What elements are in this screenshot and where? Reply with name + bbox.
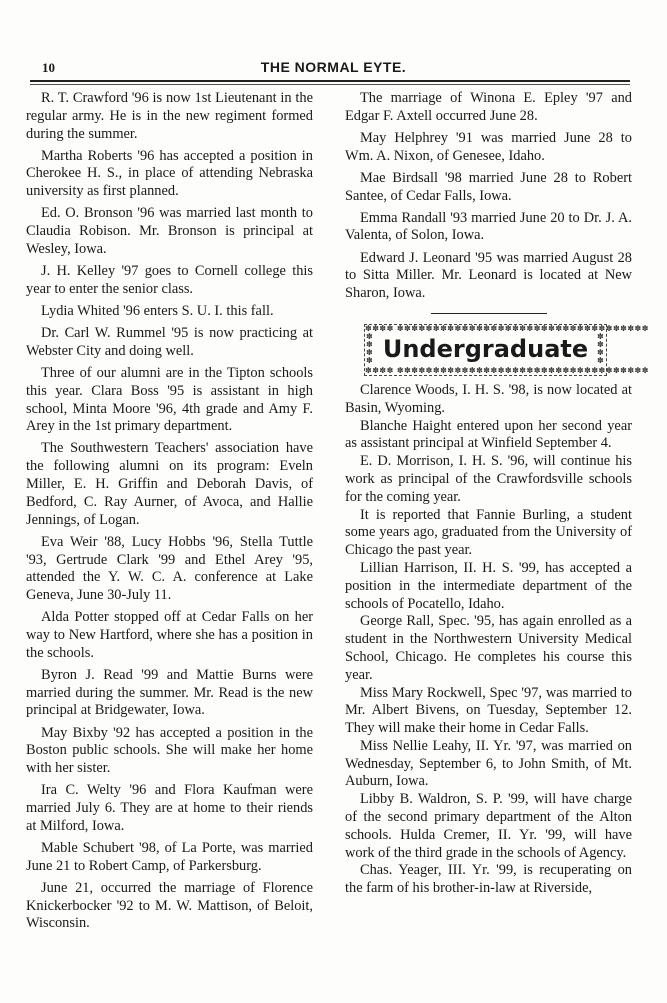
publication-title: THE NORMAL EYTE. xyxy=(260,59,407,75)
news-item: Edward J. Leonard '95 was married August 28 to Sitta Miller. Mr. Leonard is located at New Sharon, Iowa. xyxy=(345,249,632,302)
undergraduate-section xyxy=(345,382,632,898)
news-item: The marriage of Winona E. Epley '97 and Edgar F. Axtell occurred June 28. xyxy=(345,90,632,124)
news-item: May Helphrey '91 was married June 28 to Wm. A. Nixon, of Genesee, Idaho. xyxy=(345,129,632,164)
ornament-border-icon: ✽✽✽✽ xyxy=(366,331,374,365)
news-item: Martha Roberts '96 has accepted a position in Cherokee H. S., in place of attending Nebraska university as first planned. xyxy=(26,147,313,200)
news-item: George Rall, Spec. '95, has again enrolled as a student in the Northwestern University Medical School, Chicago. He completes his course this year. xyxy=(345,613,632,683)
left-column xyxy=(26,90,313,938)
news-item: Emma Randall '93 married June 20 to Dr. J. A. Valenta, of Solon, Iowa. xyxy=(345,209,632,244)
news-item: Mable Schubert '98, of La Porte, was married June 21 to Robert Camp, of Parkersburg. xyxy=(26,839,313,874)
ornament-border-icon: ✽✽✽✽ ✽✽✽✽✽✽✽✽✽✽✽✽✽✽✽✽✽✽✽✽✽✽✽✽✽✽✽✽✽✽✽✽✽✽✽ xyxy=(365,365,649,375)
ornament-border-icon: ✽✽✽✽ xyxy=(597,331,605,365)
news-item: Mae Birdsall '98 married June 28 to Robert Santee, of Cedar Falls, Iowa. xyxy=(345,169,632,204)
news-item: E. D. Morrison, I. H. S. '96, will continue his work as principal of the Crawfordsville schools for the coming year. xyxy=(345,453,632,505)
header-rule xyxy=(30,80,630,85)
news-item: Libby B. Waldron, S. P. '99, will have charge of the second primary department of the Alton schools. Hulda Cremer, II. Yr. '99, will have work of the third grade in the schools of Agency. xyxy=(345,791,632,861)
news-item: Lillian Harrison, II. H. S. '99, has accepted a position in the intermediate department of the schools of Pocatello, Idaho. xyxy=(345,559,632,612)
news-item: It is reported that Fannie Burling, a student some years ago, graduated from the University of Chicago the past year. xyxy=(345,506,632,559)
news-item: Byron J. Read '99 and Mattie Burns were married during the summer. Mr. Read is the new principal at Bridgewater, Iowa. xyxy=(26,666,313,719)
news-item: Chas. Yeager, III. Yr. '99, is recuperating on the farm of his brother-in-law at Riverside, xyxy=(345,862,632,897)
news-item: Miss Mary Rockwell, Spec '97, was married to Mr. Albert Bivens, on Tuesday, September 12. They will make their home in Cedar Falls. xyxy=(345,684,632,737)
news-item: Miss Nellie Leahy, II. Yr. '97, was married on Wednesday, September 6, to John Smith, of Mt. Auburn, Iowa. xyxy=(345,737,632,790)
right-column xyxy=(345,90,649,898)
section-divider xyxy=(431,313,547,314)
news-item: Ira C. Welty '96 and Flora Kaufman were married July 6. They are at home to their riends at Milford, Iowa. xyxy=(26,782,313,834)
news-item: R. T. Crawford '96 is now 1st Lieutenant in the regular army. He is in the new regiment formed during the summer. xyxy=(26,90,313,142)
ornament-border-icon: ✽✽✽✽ ✽✽✽✽✽✽✽✽✽✽✽✽✽✽✽✽✽✽✽✽✽✽✽✽✽✽✽✽✽✽✽✽✽✽✽ xyxy=(365,323,649,333)
section-heading: Undergraduate xyxy=(382,334,589,363)
page-number: 10 xyxy=(42,60,55,75)
news-item: Ed. O. Bronson '96 was married last month to Claudia Robison. Mr. Bronson is principal at Wesley, Iowa. xyxy=(26,205,313,257)
news-item: J. H. Kelley '97 goes to Cornell college this year to enter the senior class. xyxy=(26,263,313,297)
news-item: The Southwestern Teachers' association have the following alumni on its program: Eveln Miller, E. H. Griffin and Deborah Davis, of Bedford, C. Ray Aurner, of Avoca, and Hallie Jennings, of Logan. xyxy=(26,440,313,528)
news-item: Dr. Carl W. Rummel '95 is now practicing at Webster City and doing well. xyxy=(26,325,313,359)
news-item: Clarence Woods, I. H. S. '98, is now located at Basin, Wyoming. xyxy=(345,381,632,416)
news-item: Lydia Whited '96 enters S. U. I. this fall. xyxy=(41,302,274,319)
undergraduate-banner xyxy=(364,323,649,376)
news-item: Three of our alumni are in the Tipton schools this year. Clara Boss '95 is assistant in high school, Minta Moore '96, 4th grade and Amy F. Arey in the 1st primary department. xyxy=(26,364,313,435)
news-item: Alda Potter stopped off at Cedar Falls on her way to New Hartford, where she has a position in the schools. xyxy=(26,609,313,661)
news-item: June 21, occurred the marriage of Florence Knickerbocker '92 to M. W. Mattison, of Beloit, Wisconsin. xyxy=(26,879,313,932)
news-item: Eva Weir '88, Lucy Hobbs '96, Stella Tuttle '93, Gertrude Clark '99 and Ethel Arey '95, attended the Y. W. C. A. conference at Lake Geneva, June 30-July 11. xyxy=(26,533,313,604)
news-item: Blanche Haight entered upon her second year as assistant principal at Winfield September 4. xyxy=(345,417,632,452)
news-item: May Bixby '92 has accepted a position in the Boston public schools. She will make her home with her sister. xyxy=(26,724,313,777)
